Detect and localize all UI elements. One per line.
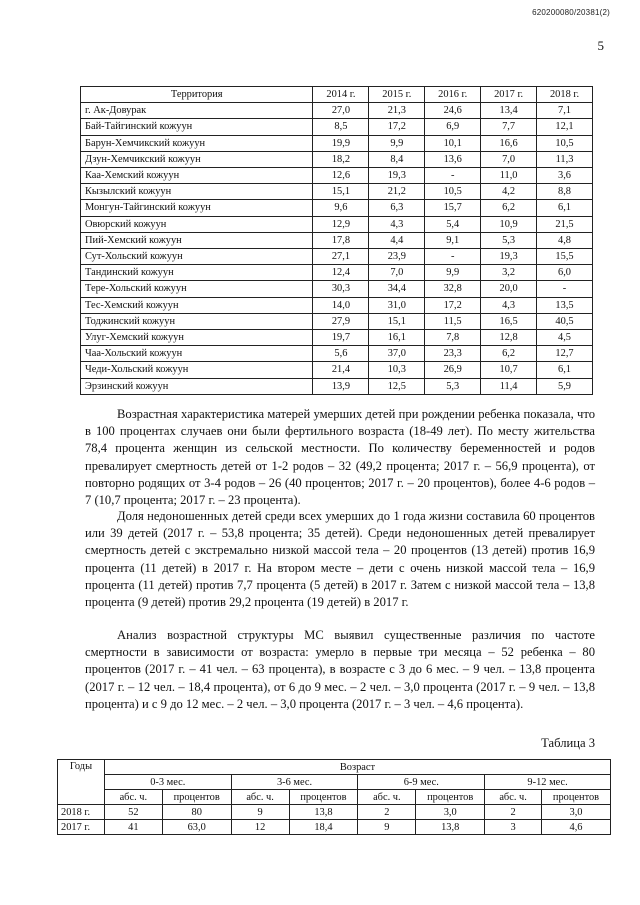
table-cell: 13,9	[313, 378, 369, 394]
column-header: 2014 г.	[313, 87, 369, 103]
paragraph-premature: Доля недоношенных детей среди всех умерших до 1 года жизни составила 60 процентов или 39 детей (2017 г. – 53,8 процента; 35 детей). Среди недоношенных детей превалирует смертность детей с экстремально низкой массой тела – 20 процентов (13 детей) против 16,9 процента (11 детей) в 2017 г. На втором месте – дети с очень низкой массой тела – 16,9 процента (11 детей) против 7,7 процента (5 детей) в 2017 г. Затем с низкой массой тела – 13,8 процента (9 детей) против 29,2 процента (19 детей) в 2017 г.	[85, 509, 595, 610]
table-cell: 11,3	[537, 151, 593, 167]
row-label: 2017 г.	[58, 820, 105, 835]
row-label: Каа-Хемский кожуун	[81, 168, 313, 184]
table-cell: 10,5	[425, 184, 481, 200]
table-cell: 10,3	[369, 362, 425, 378]
table-header-row	[58, 760, 611, 775]
table-cell: 6,3	[369, 200, 425, 216]
table-cell: 9,6	[313, 200, 369, 216]
table-row	[81, 362, 593, 378]
table-cell: 37,0	[369, 346, 425, 362]
paragraph-age-structure: Анализ возрастной структуры МС выявил существенные различия по частоте смертности в зависимости от возраста: умерло в первые три месяца – 52 ребенка – 80 процентов (2017 г. – 41 чел. – 63 процента), в возрасте с 3 до 6 мес. – 9 чел. – 13,8 процента (2017 г. – 12 чел. – 18,4 процента), от 6 до 9 мес. – 2 чел. – 3,0 процента (2017 г. – 9 чел. – 13,8 процента) и с 9 до 12 мес. – 2 чел. – 3,0 процента (2017 г. – 3 чел. – 4,6 процента).	[85, 628, 595, 711]
table-cell: 3,0	[542, 805, 611, 820]
table-cell: -	[537, 281, 593, 297]
table-row	[81, 200, 593, 216]
table-cell: 27,0	[313, 103, 369, 119]
table-cell: 27,9	[313, 313, 369, 329]
table-cell: 9	[231, 805, 289, 820]
table-cell: 12,9	[313, 216, 369, 232]
years-header: Годы	[58, 760, 105, 805]
table-cell: 26,9	[425, 362, 481, 378]
table-cell: 16,6	[481, 135, 537, 151]
table-cell: 40,5	[537, 313, 593, 329]
column-header: 2017 г.	[481, 87, 537, 103]
table-cell: 7,8	[425, 330, 481, 346]
table-cell: 34,4	[369, 281, 425, 297]
table-cell: 19,3	[481, 249, 537, 265]
column-header: 2015 г.	[369, 87, 425, 103]
table-cell: 12,4	[313, 265, 369, 281]
row-label: 2018 г.	[58, 805, 105, 820]
age-group-header: 6-9 мес.	[358, 775, 485, 790]
table-cell: 4,3	[481, 297, 537, 313]
table-row	[81, 103, 593, 119]
table-cell: 15,5	[537, 249, 593, 265]
table-cell: 41	[104, 820, 162, 835]
table-cell: 8,8	[537, 184, 593, 200]
table-cell: 9	[358, 820, 416, 835]
table-cell: 7,0	[481, 151, 537, 167]
row-label: Тоджинский кожуун	[81, 313, 313, 329]
table-cell: 32,8	[425, 281, 481, 297]
table-cell: 6,9	[425, 119, 481, 135]
row-label: Эрзинский кожуун	[81, 378, 313, 394]
table-cell: 5,9	[537, 378, 593, 394]
age-structure-table	[57, 759, 611, 835]
table-cell: 3,2	[481, 265, 537, 281]
pct-header: процентов	[416, 790, 485, 805]
table-row	[81, 281, 593, 297]
row-label: Сут-Хольский кожуун	[81, 249, 313, 265]
table-cell: 15,1	[369, 313, 425, 329]
table-cell: 13,6	[425, 151, 481, 167]
table-cell: 5,3	[481, 232, 537, 248]
pct-header: процентов	[542, 790, 611, 805]
table-cell: 4,6	[542, 820, 611, 835]
table-cell: 20,0	[481, 281, 537, 297]
table-row	[81, 168, 593, 184]
table-row	[81, 151, 593, 167]
table-cell: 9,9	[369, 135, 425, 151]
table-cell: 23,3	[425, 346, 481, 362]
table-cell: 13,8	[289, 805, 358, 820]
table-cell: 7,1	[537, 103, 593, 119]
table-cell: 17,2	[369, 119, 425, 135]
pct-header: процентов	[289, 790, 358, 805]
row-label: Тере-Хольский кожуун	[81, 281, 313, 297]
document-number: 620200080/20381(2)	[532, 8, 610, 17]
pct-header: процентов	[162, 790, 231, 805]
table-cell: -	[425, 168, 481, 184]
table-cell: 9,9	[425, 265, 481, 281]
table-cell: -	[425, 249, 481, 265]
table-cell: 11,5	[425, 313, 481, 329]
table-row	[81, 346, 593, 362]
table-cell: 5,4	[425, 216, 481, 232]
table-header-row	[81, 87, 593, 103]
table-cell: 8,5	[313, 119, 369, 135]
table-cell: 19,7	[313, 330, 369, 346]
table-cell: 4,4	[369, 232, 425, 248]
row-label: Тес-Хемский кожуун	[81, 297, 313, 313]
table-cell: 17,2	[425, 297, 481, 313]
table-cell: 19,3	[369, 168, 425, 184]
table-cell: 8,4	[369, 151, 425, 167]
paragraph-mother-age: Возрастная характеристика матерей умерших детей при рождении ребенка показала, что в 100 процентах случаев они были фертильного возраста (18-49 лет). По месту жительства 78,4 процента женщин из сельской местности. По количеству беременностей и родов превалирует смертность детей от 1-2 родов – 32 (49,2 процента; 2017 г. – 56,9 процента), от повторно родящих от 3-4 родов – 26 (40 процентов; 2017 г. – 20 процентов), более 4-6 родов – 7 (10,7 процента; 2017 г. – 23 процента).	[85, 407, 595, 508]
table-group-row	[58, 775, 611, 790]
table-body	[58, 805, 611, 835]
table-cell: 11,0	[481, 168, 537, 184]
abs-header: абс. ч.	[104, 790, 162, 805]
table-row	[81, 249, 593, 265]
table-cell: 5,6	[313, 346, 369, 362]
table-cell: 10,1	[425, 135, 481, 151]
table-row	[81, 330, 593, 346]
table-cell: 7,0	[369, 265, 425, 281]
table-cell: 14,0	[313, 297, 369, 313]
table-cell: 3	[485, 820, 542, 835]
table-cell: 15,7	[425, 200, 481, 216]
table-cell: 80	[162, 805, 231, 820]
table-cell: 12,8	[481, 330, 537, 346]
table-cell: 16,1	[369, 330, 425, 346]
table-row	[81, 119, 593, 135]
table-cell: 4,8	[537, 232, 593, 248]
age-header: Возраст	[104, 760, 610, 775]
table-cell: 4,5	[537, 330, 593, 346]
table-cell: 15,1	[313, 184, 369, 200]
table-cell: 11,4	[481, 378, 537, 394]
table-cell: 30,3	[313, 281, 369, 297]
row-label: Монгун-Тайгинский кожуун	[81, 200, 313, 216]
table-row	[81, 378, 593, 394]
table-cell: 5,3	[425, 378, 481, 394]
table-cell: 12,7	[537, 346, 593, 362]
table-cell: 21,3	[369, 103, 425, 119]
table-cell: 6,2	[481, 200, 537, 216]
table-row	[81, 313, 593, 329]
table-cell: 6,1	[537, 362, 593, 378]
table-row	[81, 232, 593, 248]
table-cell: 13,5	[537, 297, 593, 313]
table-cell: 21,4	[313, 362, 369, 378]
table-cell: 4,3	[369, 216, 425, 232]
table-cell: 21,5	[537, 216, 593, 232]
table-cell: 27,1	[313, 249, 369, 265]
table-cell: 2	[485, 805, 542, 820]
table-row	[81, 184, 593, 200]
table-caption: Таблица 3	[541, 736, 595, 750]
table-body	[81, 103, 593, 395]
table-row	[81, 135, 593, 151]
table-cell: 31,0	[369, 297, 425, 313]
row-label: Пий-Хемский кожуун	[81, 232, 313, 248]
table-cell: 2	[358, 805, 416, 820]
abs-header: абс. ч.	[231, 790, 289, 805]
table-cell: 18,2	[313, 151, 369, 167]
table-cell: 18,4	[289, 820, 358, 835]
table-cell: 6,1	[537, 200, 593, 216]
table-cell: 4,2	[481, 184, 537, 200]
table-cell: 3,6	[537, 168, 593, 184]
row-label: Кызылский кожуун	[81, 184, 313, 200]
column-header: Территория	[81, 87, 313, 103]
table-cell: 13,4	[481, 103, 537, 119]
column-header: 2018 г.	[537, 87, 593, 103]
row-label: Дзун-Хемчикский кожуун	[81, 151, 313, 167]
row-label: Овюрский кожуун	[81, 216, 313, 232]
abs-header: абс. ч.	[485, 790, 542, 805]
table-row	[81, 216, 593, 232]
table-row	[58, 820, 611, 835]
table-cell: 12	[231, 820, 289, 835]
abs-header: абс. ч.	[358, 790, 416, 805]
table-cell: 6,0	[537, 265, 593, 281]
table-cell: 23,9	[369, 249, 425, 265]
row-label: Улуг-Хемский кожуун	[81, 330, 313, 346]
table-cell: 13,8	[416, 820, 485, 835]
table-cell: 19,9	[313, 135, 369, 151]
column-header: 2016 г.	[425, 87, 481, 103]
row-label: г. Ак-Довурак	[81, 103, 313, 119]
table-row	[81, 297, 593, 313]
table-cell: 24,6	[425, 103, 481, 119]
table-cell: 12,5	[369, 378, 425, 394]
age-group-header: 3-6 мес.	[231, 775, 358, 790]
table-subheader-row	[58, 790, 611, 805]
row-label: Чаа-Хольский кожуун	[81, 346, 313, 362]
table-cell: 6,2	[481, 346, 537, 362]
table-cell: 52	[104, 805, 162, 820]
table-cell: 10,5	[537, 135, 593, 151]
age-group-header: 0-3 мес.	[104, 775, 231, 790]
infant-mortality-territory-table	[80, 86, 593, 395]
table-cell: 7,7	[481, 119, 537, 135]
table-cell: 12,6	[313, 168, 369, 184]
table-cell: 10,7	[481, 362, 537, 378]
table-cell: 10,9	[481, 216, 537, 232]
row-label: Барун-Хемчикский кожуун	[81, 135, 313, 151]
row-label: Бай-Тайгинский кожуун	[81, 119, 313, 135]
table-cell: 12,1	[537, 119, 593, 135]
page-number: 5	[597, 38, 604, 53]
table-row	[81, 265, 593, 281]
table-cell: 9,1	[425, 232, 481, 248]
table-cell: 3,0	[416, 805, 485, 820]
table-cell: 63,0	[162, 820, 231, 835]
table-row	[58, 805, 611, 820]
table-cell: 17,8	[313, 232, 369, 248]
row-label: Чеди-Хольский кожуун	[81, 362, 313, 378]
table-cell: 16,5	[481, 313, 537, 329]
age-group-header: 9-12 мес.	[485, 775, 611, 790]
row-label: Тандинский кожуун	[81, 265, 313, 281]
table-cell: 21,2	[369, 184, 425, 200]
